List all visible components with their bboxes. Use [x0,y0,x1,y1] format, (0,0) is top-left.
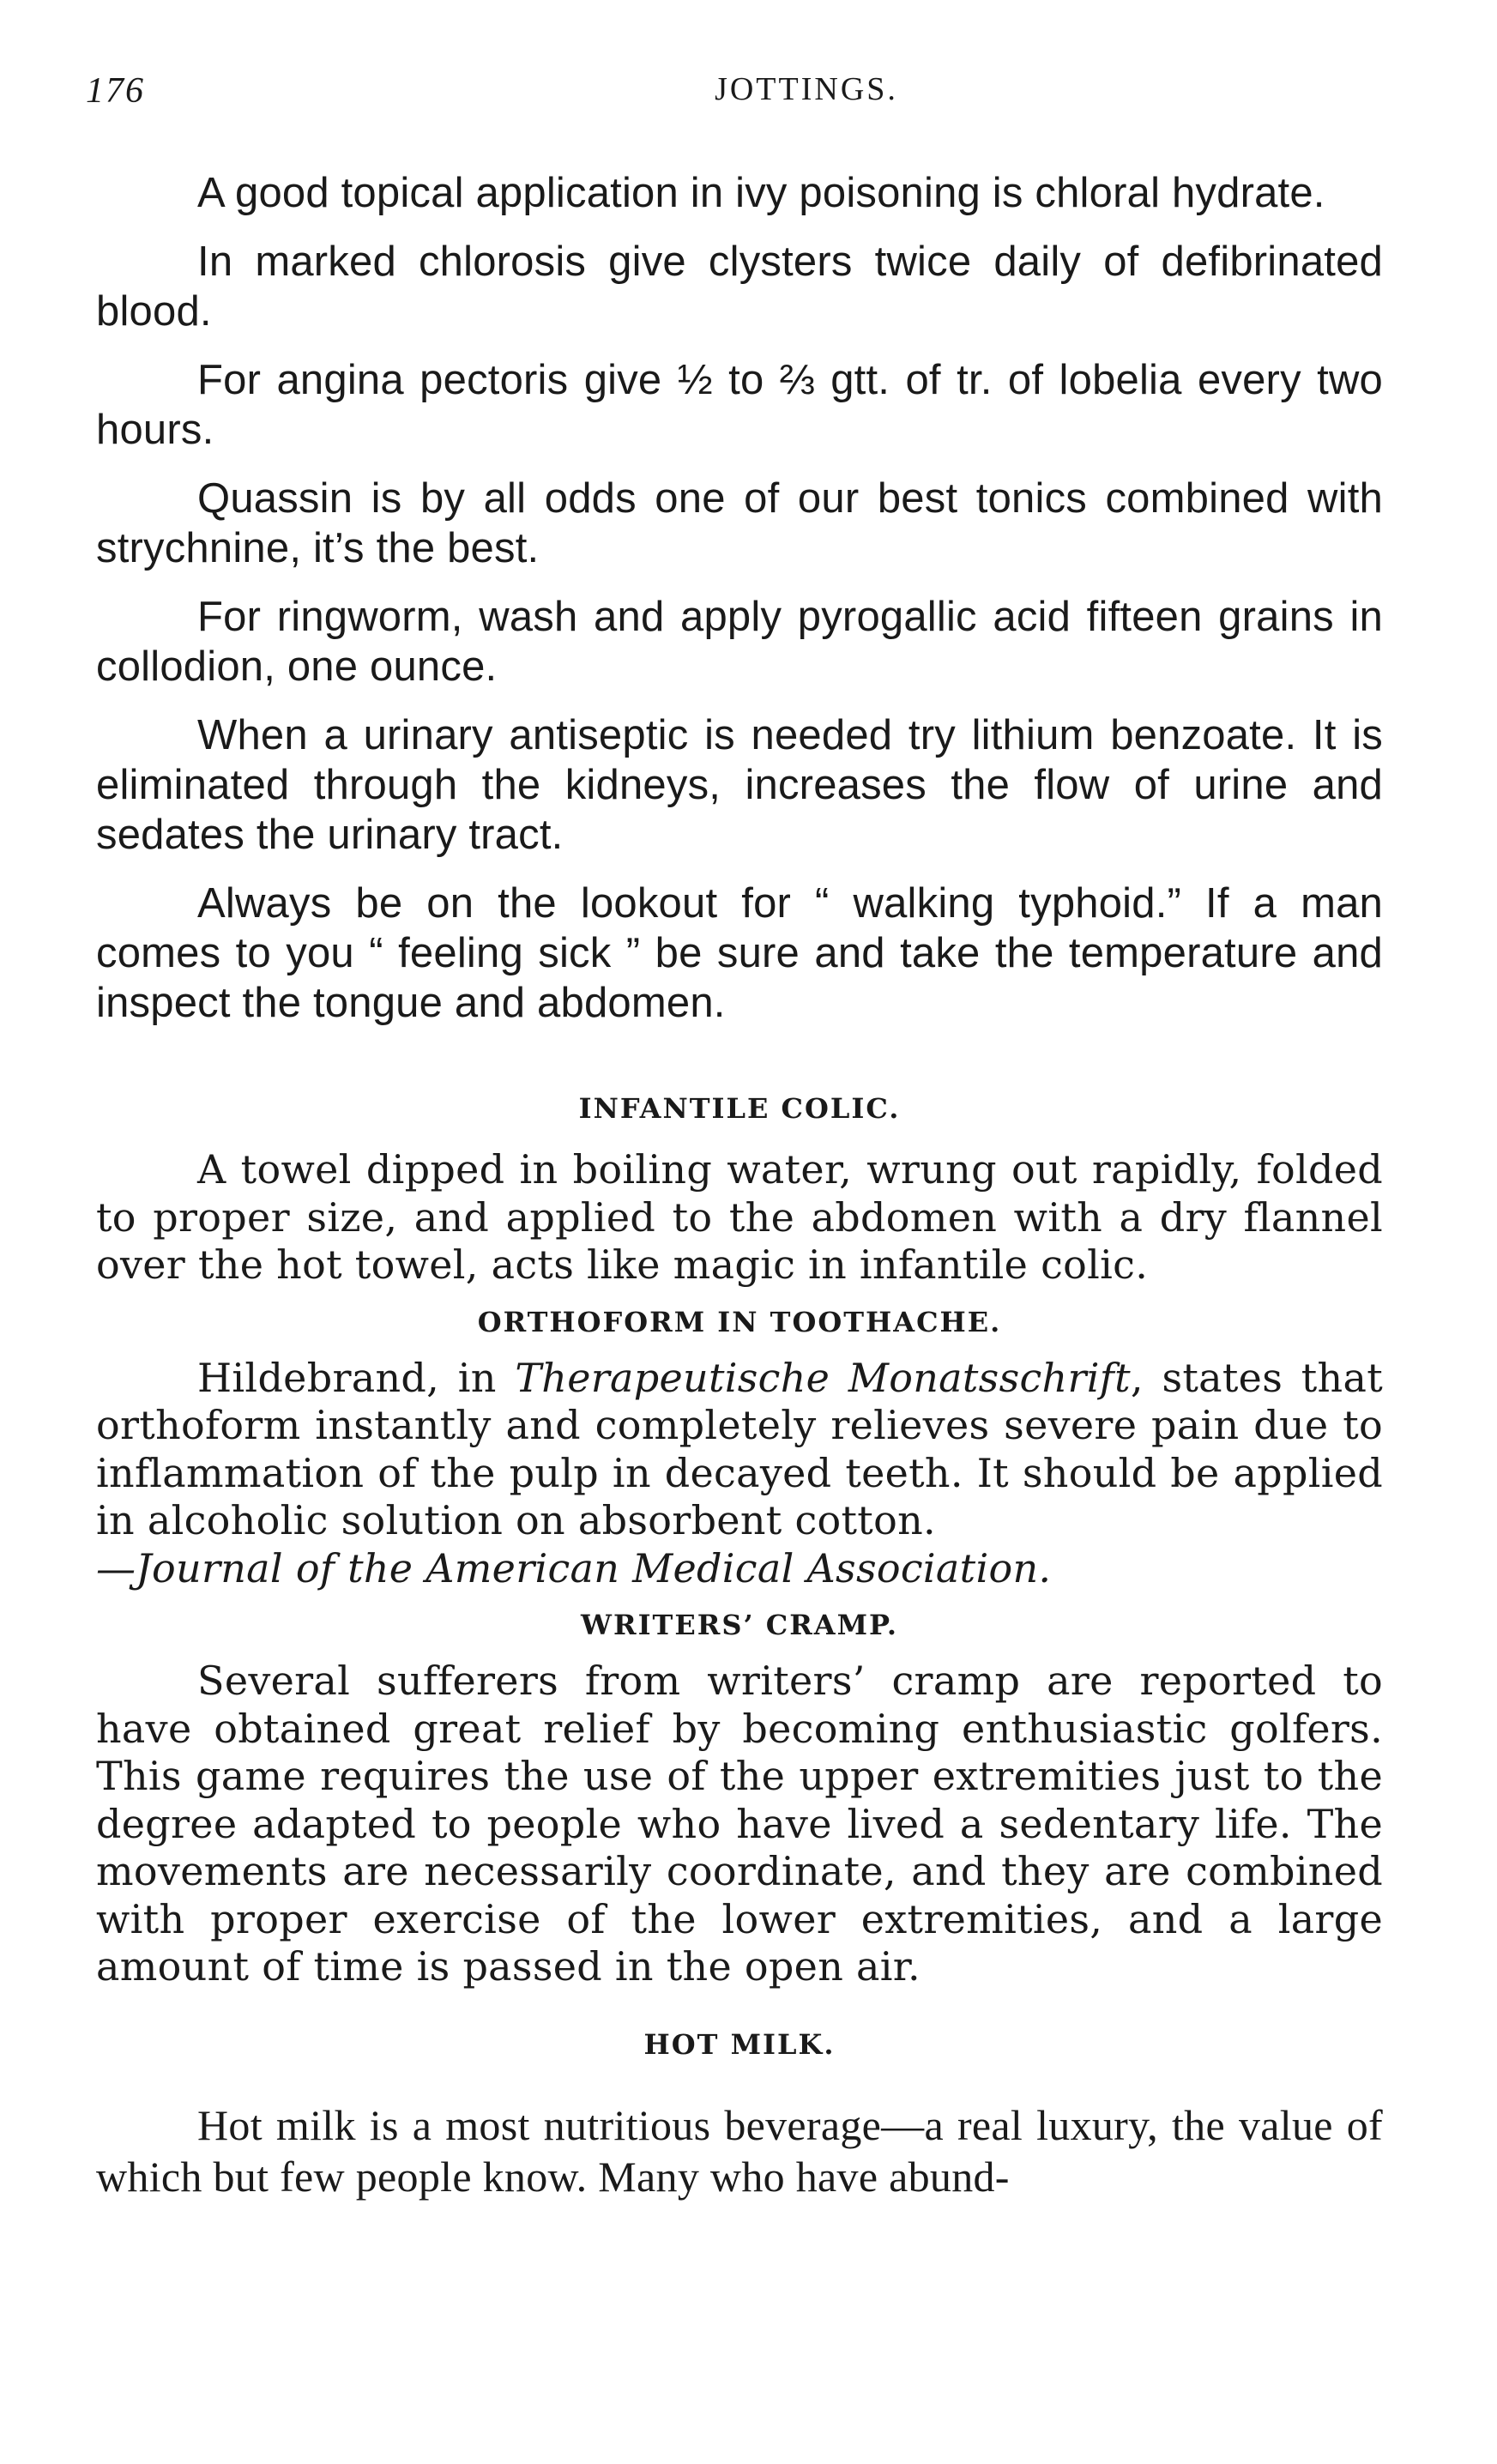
section-heading-writers-cramp: WRITERS’ CRAMP. [581,1609,898,1641]
jotting-paragraph: When a urinary antiseptic is needed try lithium benzoate. It is eliminated through the kidneys, increases the flow of urine and sedates the urinary tract. [96,712,1383,858]
orthoform-text-start: Hildebrand, in [197,1354,516,1401]
journal-title: Therapeutische Monatsschrift [515,1354,1131,1401]
orthoform-text-end: , states that orthoform instantly and completely relieves severe pain due to inflammation of the pulp in decayed teeth. It should be applied in alcoholic solution on absorbent cotton. [96,1354,1383,1543]
jotting-paragraph: In marked chlorosis give clysters twice daily of defibrinated blood. [96,239,1383,335]
jotting-paragraph: Quassin is by all odds one of our best tonics combined with strychnine, it’s the best. [96,475,1383,571]
source-citation: —Journal of the American Medical Association. [96,1544,1052,1591]
infantile-colic-paragraph: A towel dipped in boiling water, wrung out rapidly, folded to proper size, and applied to the abdomen with a dry flannel over the hot towel, acts like magic in infantile colic. [96,1146,1383,1288]
section-heading-infantile-colic: INFANTILE COLIC. [578,1092,901,1125]
jottings-list [96,168,1383,1028]
jotting-paragraph: Always be on the lookout for “ walking typhoid.” If a man comes to you “ feeling sick ” be sure and take the temperature and inspect the tongue and abdomen. [96,880,1383,1026]
section-heading-orthoform: ORTHOFORM IN TOOTHACHE. [477,1305,1002,1338]
hot-milk-paragraph: Hot milk is a most nutritious beverage—a real luxury, the value of which but few people know. Many who have abund- [96,2100,1383,2201]
jotting-paragraph: For ringworm, wash and apply pyrogallic acid fifteen grains in collodion, one ounce. [96,594,1383,690]
articles [96,1091,1383,2202]
jotting-paragraph: For angina pectoris give ½ to ⅔ gtt. of tr. of lobelia every two hours. [96,357,1383,453]
running-head [86,70,1390,122]
section-heading-hot-milk: HOT MILK. [643,2027,836,2061]
orthoform-paragraph [96,1355,1383,1593]
page-number: 176 [86,71,145,111]
jotting-paragraph: A good topical application in ivy poisoning is chloral hydrate. [197,170,1325,216]
running-title: JOTTINGS. [715,71,898,107]
page-body [96,168,1383,2202]
writers-cramp-paragraph: Several sufferers from writers’ cramp are reported to have obtained great relief by becoming enthusiastic golfers. This game requires the use of the upper extremities just to the degree adapted to people who have lived a sedentary life. The movements are necessarily coordinate, and they are combined with proper exercise of the lower extremities, and a large amount of time is passed in the open air. [96,1658,1383,1990]
